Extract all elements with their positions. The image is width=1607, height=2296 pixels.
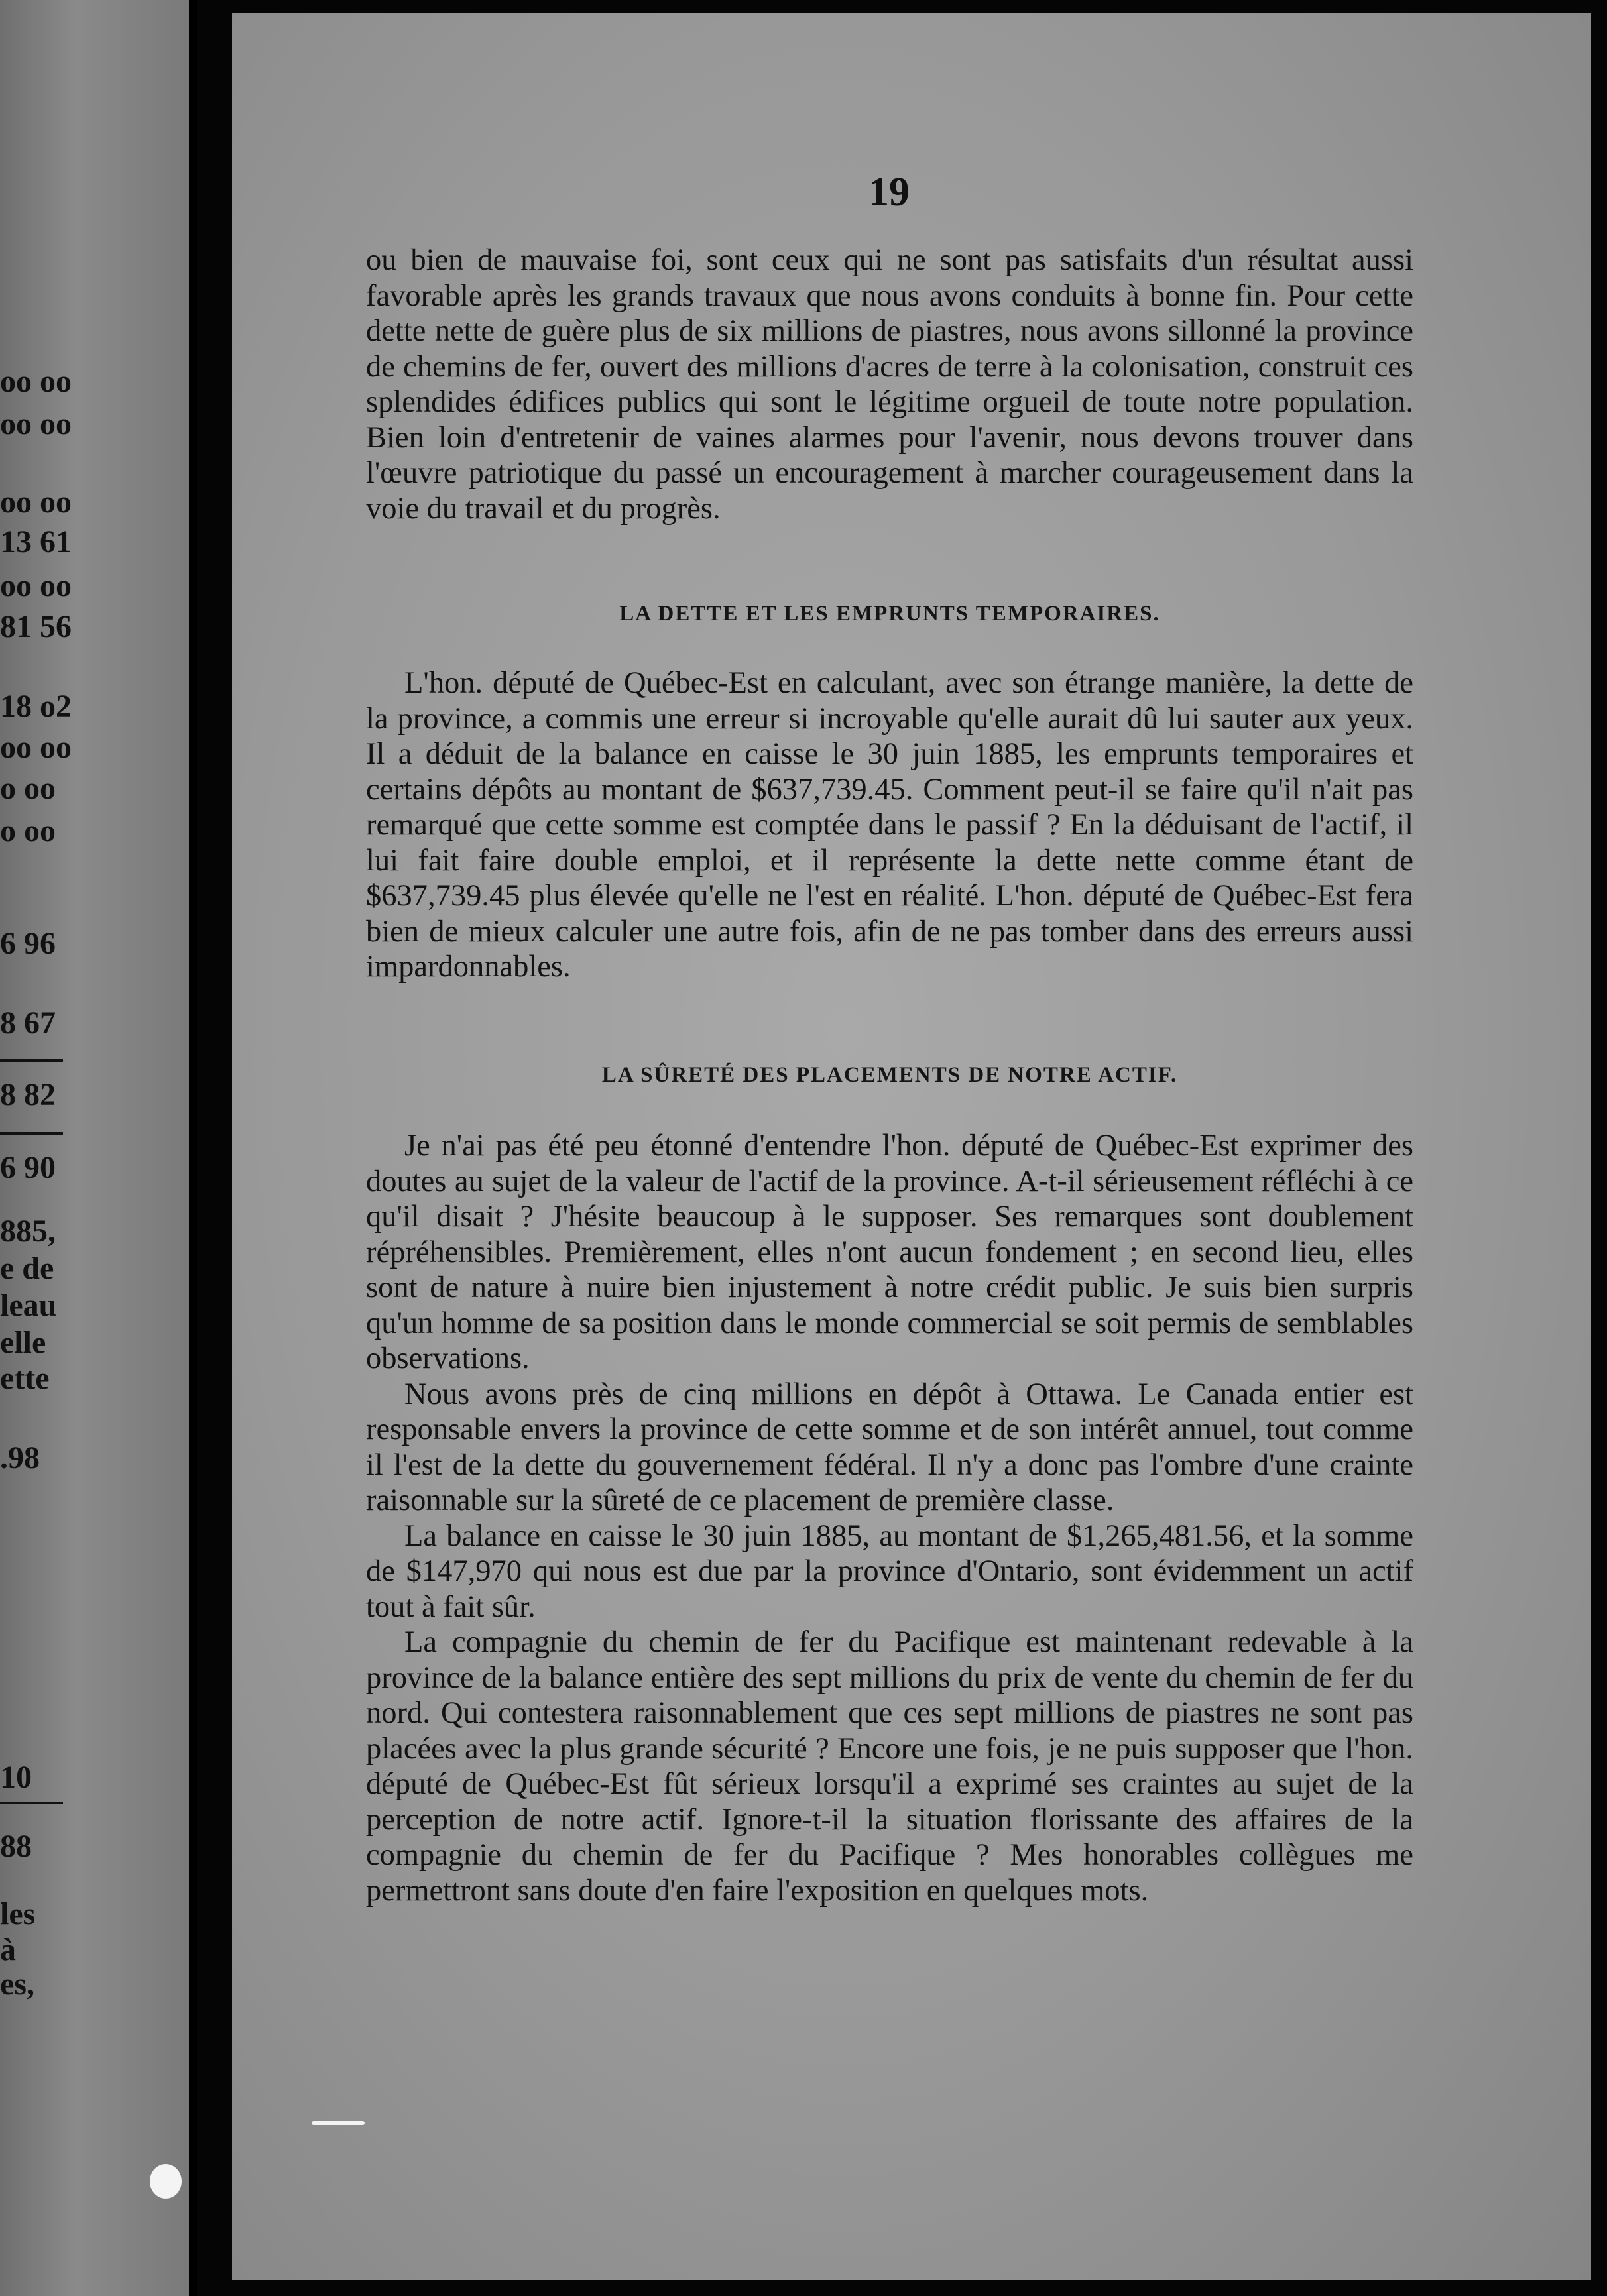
paragraph: Nous avons près de cinq millions en dépôt à Ottawa. Le Canada entier est responsable envers la province de cette somme et de son intérêt annuel, tout comme il l'est de la dette du gouvernement fédéral. Il n'y a donc pas l'ombre d'une crainte raisonnable sur la sûreté de ce placement de première classe. <box>366 1377 1413 1517</box>
left-line: 8 67 <box>0 1005 56 1041</box>
paragraph: La balance en caisse le 30 juin 1885, au montant de $1,265,481.56, et la somme de $147,970 qui nous est due par la province d'Ontario, sont évidemment un actif tout à fait sûr. <box>366 1519 1413 1624</box>
left-line: oo oo <box>0 406 72 441</box>
left-line: es, <box>0 1967 34 2002</box>
left-line: 10 <box>0 1760 32 1795</box>
left-line: 6 96 <box>0 926 56 961</box>
page-number: 19 <box>868 170 910 215</box>
surete-paragraph-block <box>366 1128 1413 1908</box>
left-rule <box>0 1132 63 1135</box>
paragraph: La compagnie du chemin de fer du Pacifique est maintenant redevable à la province de la balance entière des sept millions du prix de vente du chemin de fer du nord. Qui contestera raisonnablement que ces sept millions de piastres ne sont pas placées avec la plus grande sécurité ? Encore une fois, je ne puis supposer que l'hon. député de Québec-Est fût sérieux lorsqu'il a exprimé ses craintes au sujet de la perception de notre actif. Ignore-t-il la situation florissante des affaires de la compagnie du chemin de fer du Pacifique ? Mes honorables collègues me permettront sans doute d'en faire l'exposition en quelques mots. <box>366 1625 1413 1908</box>
paragraph: L'hon. député de Québec-Est en calculant, avec son étrange manière, la dette de la province, a commis une erreur si incroyable qu'elle aurait dû lui sauter aux yeux. Il a déduit de la balance en caisse le 30 juin 1885, les emprunts temporaires et certains dépôts au montant de $637,739.45. Comment peut-il se faire qu'il n'ait pas remarqué que cette somme est comptée dans le passif ? En la déduisant de l'actif, il lui fait faire double emploi, et il représente la dette nette comme étant de $637,739.45 plus élevée qu'elle ne l'est en réalité. L'hon. député de Québec-Est fera bien de mieux calculer une autre fois, afin de ne pas tomber dans des erreurs aussi impardonnables. <box>366 666 1413 984</box>
left-line: o oo <box>0 813 56 848</box>
left-rule <box>0 1059 63 1062</box>
scan-speck <box>150 2164 182 2199</box>
section-heading-dette: LA DETTE ET LES EMPRUNTS TEMPORAIRES. <box>619 602 1160 626</box>
left-line: leau <box>0 1288 57 1323</box>
left-line: e de <box>0 1251 54 1286</box>
left-line: 885, <box>0 1214 56 1249</box>
left-line: 8 82 <box>0 1077 56 1112</box>
left-line: 88 <box>0 1829 32 1864</box>
opening-paragraph-block <box>366 243 1413 526</box>
left-line: oo oo <box>0 730 72 765</box>
left-line: oo oo <box>0 568 72 603</box>
left-line: oo oo <box>0 364 72 399</box>
left-line: o oo <box>0 771 56 806</box>
section-heading-surete: LA SÛRETÉ DES PLACEMENTS DE NOTRE ACTIF. <box>601 1063 1178 1087</box>
scan-speck <box>312 2121 365 2125</box>
left-line: 13 61 <box>0 524 72 559</box>
left-line: elle <box>0 1325 46 1360</box>
left-line: les <box>0 1896 36 1931</box>
left-rule <box>0 1802 63 1804</box>
left-line: 81 56 <box>0 609 72 644</box>
dette-paragraph-block <box>366 665 1413 985</box>
left-line: 18 o2 <box>0 689 72 724</box>
paragraph: ou bien de mauvaise foi, sont ceux qui ne sont pas satisfaits d'un résultat aussi favorable après les grands travaux que nous avons conduits à bonne fin. Pour cette dette nette de guère plus de six millions de piastres, nous avons sillonné la province de chemins de fer, ouvert des millions d'acres de terre à la colonisation, construit ces splendides édifices publics qui sont le légitime orgueil de toute notre population. Bien loin d'entretenir de vaines alarmes pour l'avenir, nous devons trouver dans l'œuvre patriotique du passé un encouragement à marcher courageusement dans la voie du travail et du progrès. <box>366 243 1413 526</box>
left-page-fragment <box>0 0 189 2296</box>
page-gutter <box>189 0 197 2296</box>
left-line: à <box>0 1932 16 1967</box>
left-line: ette <box>0 1361 50 1396</box>
paragraph: Je n'ai pas été peu étonné d'entendre l'hon. député de Québec-Est exprimer des doutes au sujet de la valeur de l'actif de la province. A-t-il sérieusement réfléchi à ce qu'il disait ? J'hésite beaucoup à le supposer. Ses remarques sont doublement répréhensibles. Premièrement, elles n'ont aucun fondement ; en second lieu, elles sont de nature à nuire bien injustement à notre crédit public. Je suis bien surpris qu'un homme de sa position dans le monde commercial se soit permis de semblables observations. <box>366 1129 1413 1375</box>
left-line: 6 90 <box>0 1150 56 1185</box>
left-line: .98 <box>0 1440 40 1475</box>
left-line: oo oo <box>0 485 72 520</box>
